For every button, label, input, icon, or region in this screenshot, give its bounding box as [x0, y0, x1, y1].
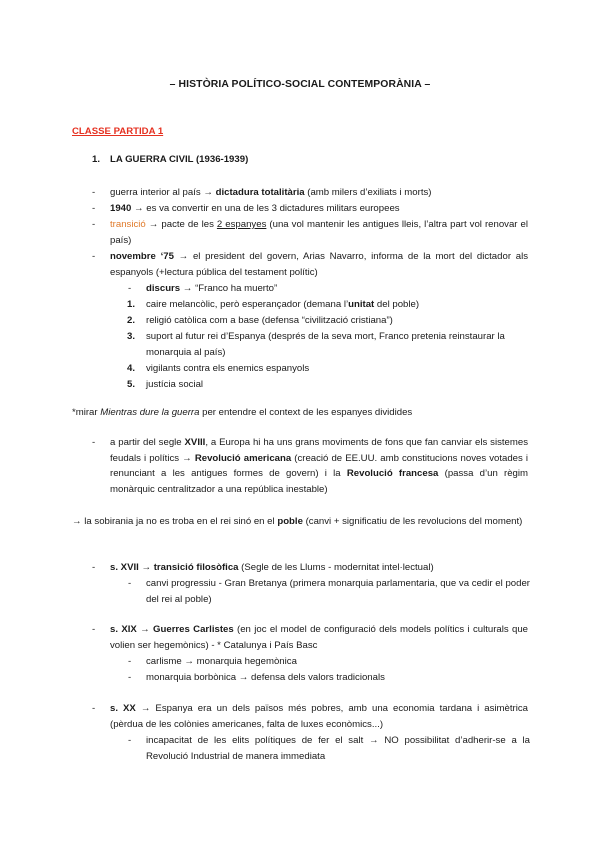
list-item: caire melancòlic, però esperançador (demana l’unitat del poble) [146, 299, 420, 310]
list-number: 3. [127, 331, 136, 342]
list-number: 2. [127, 315, 136, 326]
bullet-dash: - [92, 203, 96, 214]
bullet-november-75: novembre ‘75 → el president del govern, Arias Navarro, informa de la mort del dictador als espanyols (+lectura pública del testament polític) [110, 251, 528, 278]
class-label: CLASSE PARTIDA 1 [72, 126, 164, 137]
list-item: suport al futur rei d’Espanya (després de la seva mort, Franco pretenia reinstaurar la monarquia al país) [146, 331, 505, 358]
bullet-dash: - [92, 703, 96, 714]
list-number: 4. [127, 363, 136, 374]
section-title: LA GUERRA CIVIL (1936-1939) [110, 154, 249, 165]
bullet-dash: - [92, 251, 96, 262]
bullet-dash: - [92, 187, 96, 198]
bullet-s17: s. XVII → transició filosòfica (Segle de les Llums - modernitat intel·lectual) [110, 562, 434, 573]
section-number: 1. [92, 154, 101, 165]
list-item: justícia social [146, 379, 204, 390]
bullet-s20: s. XX → Espanya era un dels països més pobres, amb una economia tardana i asimètrica (pèrdua de les colònies americanes, falta de luxes econòmics...) [110, 703, 528, 730]
discurs-item: discurs → “Franco ha muerto” [146, 283, 278, 294]
bullet-dash: - [92, 437, 96, 448]
bullet-dash: - [92, 562, 96, 573]
list-item: religió catòlica com a base (defensa “civilització cristiana”) [146, 315, 393, 326]
bullet-dash: - [92, 219, 96, 230]
sub-dash: - [128, 735, 132, 746]
sub-item: canvi progressiu - Gran Bretanya (primera monarquia parlamentaria, que va cedir el poder del rei al poble) [146, 578, 530, 605]
page-title: – HISTÒRIA POLÍTICO-SOCIAL CONTEMPORÀNIA – [169, 79, 431, 90]
list-number: 5. [127, 379, 136, 390]
list-number: 1. [127, 299, 136, 310]
sub-dash: - [128, 578, 132, 589]
sub-dash: - [128, 672, 132, 683]
bullet-civil-war: guerra interior al país → dictadura totalitària (amb milers d’exiliats i morts) [110, 187, 432, 198]
bullet-dash: - [92, 624, 96, 635]
bullet-xviii: a partir del segle XVIII, a Europa hi ha uns grans moviments de fons que fan canviar els sistemes feudals i polítics → Revolució americana (creació de EE.UU. amb constitucions noves votades i renunciant a les antigues formes de govern) i la Revolució francesa (passa d’un règim monàrquic centralitzador a una república inestable) [110, 437, 529, 495]
sub-item: carlisme → monarquia hegemònica [146, 656, 297, 667]
bullet-1940: 1940 → es va convertir en una de les 3 dictadures militars europees [110, 203, 400, 214]
sub-item: incapacitat de les elits polítiques de fer el salt → NO possibilitat d’adherir-se a la Revolució Industrial de manera immediata [146, 735, 530, 762]
sub-dash: - [128, 283, 132, 294]
sub-dash: - [128, 656, 132, 667]
note: *mirar Mientras dure la guerra per entendre el context de les espanyes dividides [72, 407, 413, 418]
bullet-transicio: transició → pacte de les 2 espanyes (una vol mantenir les antigues lleis, l’altra part vol renovar el país) [110, 219, 529, 246]
list-item: vigilants contra els enemics espanyols [146, 363, 310, 374]
sovereignty-note: → la sobirania ja no es troba en el rei sinó en el poble (canvi + significatiu de les revolucions del moment) [72, 516, 523, 527]
bullet-s19: s. XIX → Guerres Carlistes (en joc el model de configuració dels models polítics i culturals que volien ser hegemònics) - * Catalunya i País Basc [110, 624, 528, 651]
sub-item: monarquia borbònica → defensa dels valors tradicionals [146, 672, 385, 683]
